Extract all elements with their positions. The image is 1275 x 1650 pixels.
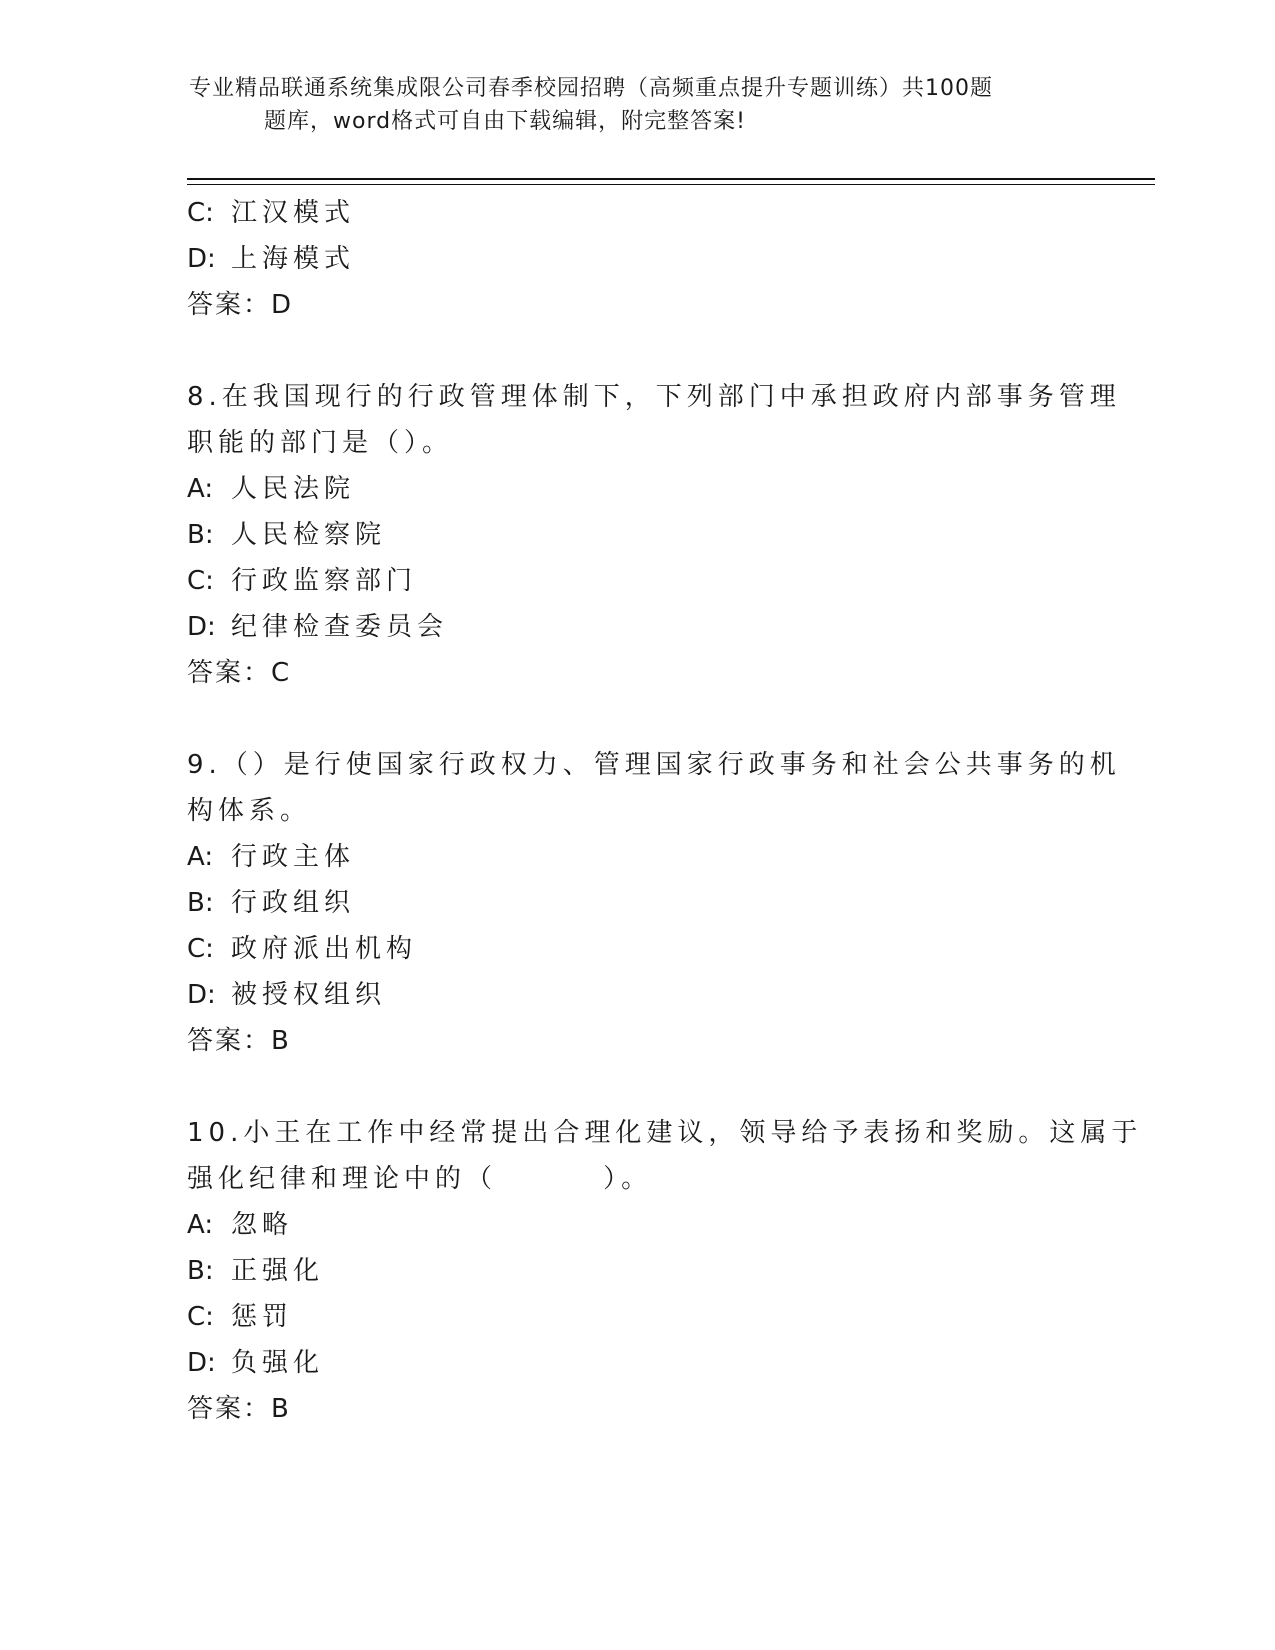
header-rule-thick [187, 178, 1155, 180]
option-text: 政府派出机构 [231, 934, 418, 964]
question-stem: 强化纪律和理论中的（ ）。 [187, 1164, 653, 1194]
answer-line: 答案：D [187, 290, 294, 320]
option-text: 江汉模式 [231, 198, 356, 228]
question-stem: 职能的部门是（）。 [187, 428, 454, 458]
spacer [187, 696, 1087, 742]
question-content [187, 190, 1143, 1432]
option-a [187, 834, 1087, 880]
question-stem: 10.小王在工作中经常提出合理化建议，领导给予表扬和奖励。这属于 [187, 1118, 1143, 1148]
spacer [187, 328, 1087, 374]
header-line-1: 专业精品联通系统集成限公司春季校园招聘（高频重点提升专题训练）共100题 [189, 76, 993, 101]
option-text: 行政监察部门 [231, 566, 418, 596]
option-text: 负强化 [231, 1348, 325, 1378]
option-text: 纪律检查委员会 [231, 612, 449, 642]
option-text: 行政组织 [231, 888, 356, 918]
option-b [187, 1248, 1087, 1294]
option-d [187, 972, 1087, 1018]
spacer [187, 1064, 1087, 1110]
option-prefix: A: [187, 474, 214, 504]
option-a [187, 466, 1087, 512]
option-prefix: C: [187, 566, 214, 596]
option-text: 被授权组织 [231, 980, 387, 1010]
option-prefix: C: [187, 934, 214, 964]
option-c [187, 558, 1087, 604]
question-stem: 9.（）是行使国家行政权力、管理国家行政事务和社会公共事务的机 [187, 750, 1121, 780]
option-prefix: B: [187, 1256, 214, 1286]
option-c [187, 1294, 1087, 1340]
option-a [187, 1202, 1087, 1248]
option-text: 人民检察院 [231, 520, 387, 550]
option-prefix: D: [187, 244, 216, 274]
option-b [187, 512, 1087, 558]
option-prefix: C: [187, 1302, 214, 1332]
answer-line: 答案：C [187, 658, 292, 688]
option-c [187, 926, 1087, 972]
option-text: 行政主体 [231, 842, 356, 872]
option-prefix: B: [187, 888, 214, 918]
option-text: 上海模式 [231, 244, 356, 274]
option-prefix: A: [187, 1210, 214, 1240]
option-c [187, 190, 1087, 236]
option-text: 忽略 [231, 1210, 294, 1240]
option-b [187, 880, 1087, 926]
header-line-2: 题库，word格式可自由下载编辑，附完整答案! [264, 109, 746, 134]
option-d [187, 604, 1087, 650]
question-stem: 8.在我国现行的行政管理体制下，下列部门中承担政府内部事务管理 [187, 382, 1121, 412]
option-prefix: D: [187, 980, 216, 1010]
option-text: 正强化 [231, 1256, 325, 1286]
answer-line: 答案：B [187, 1026, 291, 1056]
option-prefix: D: [187, 612, 216, 642]
answer-line: 答案：B [187, 1394, 291, 1424]
option-text: 人民法院 [231, 474, 356, 504]
option-text: 惩罚 [231, 1302, 294, 1332]
option-prefix: B: [187, 520, 214, 550]
header-rule-thin [187, 184, 1155, 185]
question-stem: 构体系。 [187, 796, 312, 826]
option-prefix: A: [187, 842, 214, 872]
option-d [187, 236, 1087, 282]
document-header [189, 72, 1069, 138]
option-d [187, 1340, 1087, 1386]
option-prefix: C: [187, 198, 214, 228]
option-prefix: D: [187, 1348, 216, 1378]
